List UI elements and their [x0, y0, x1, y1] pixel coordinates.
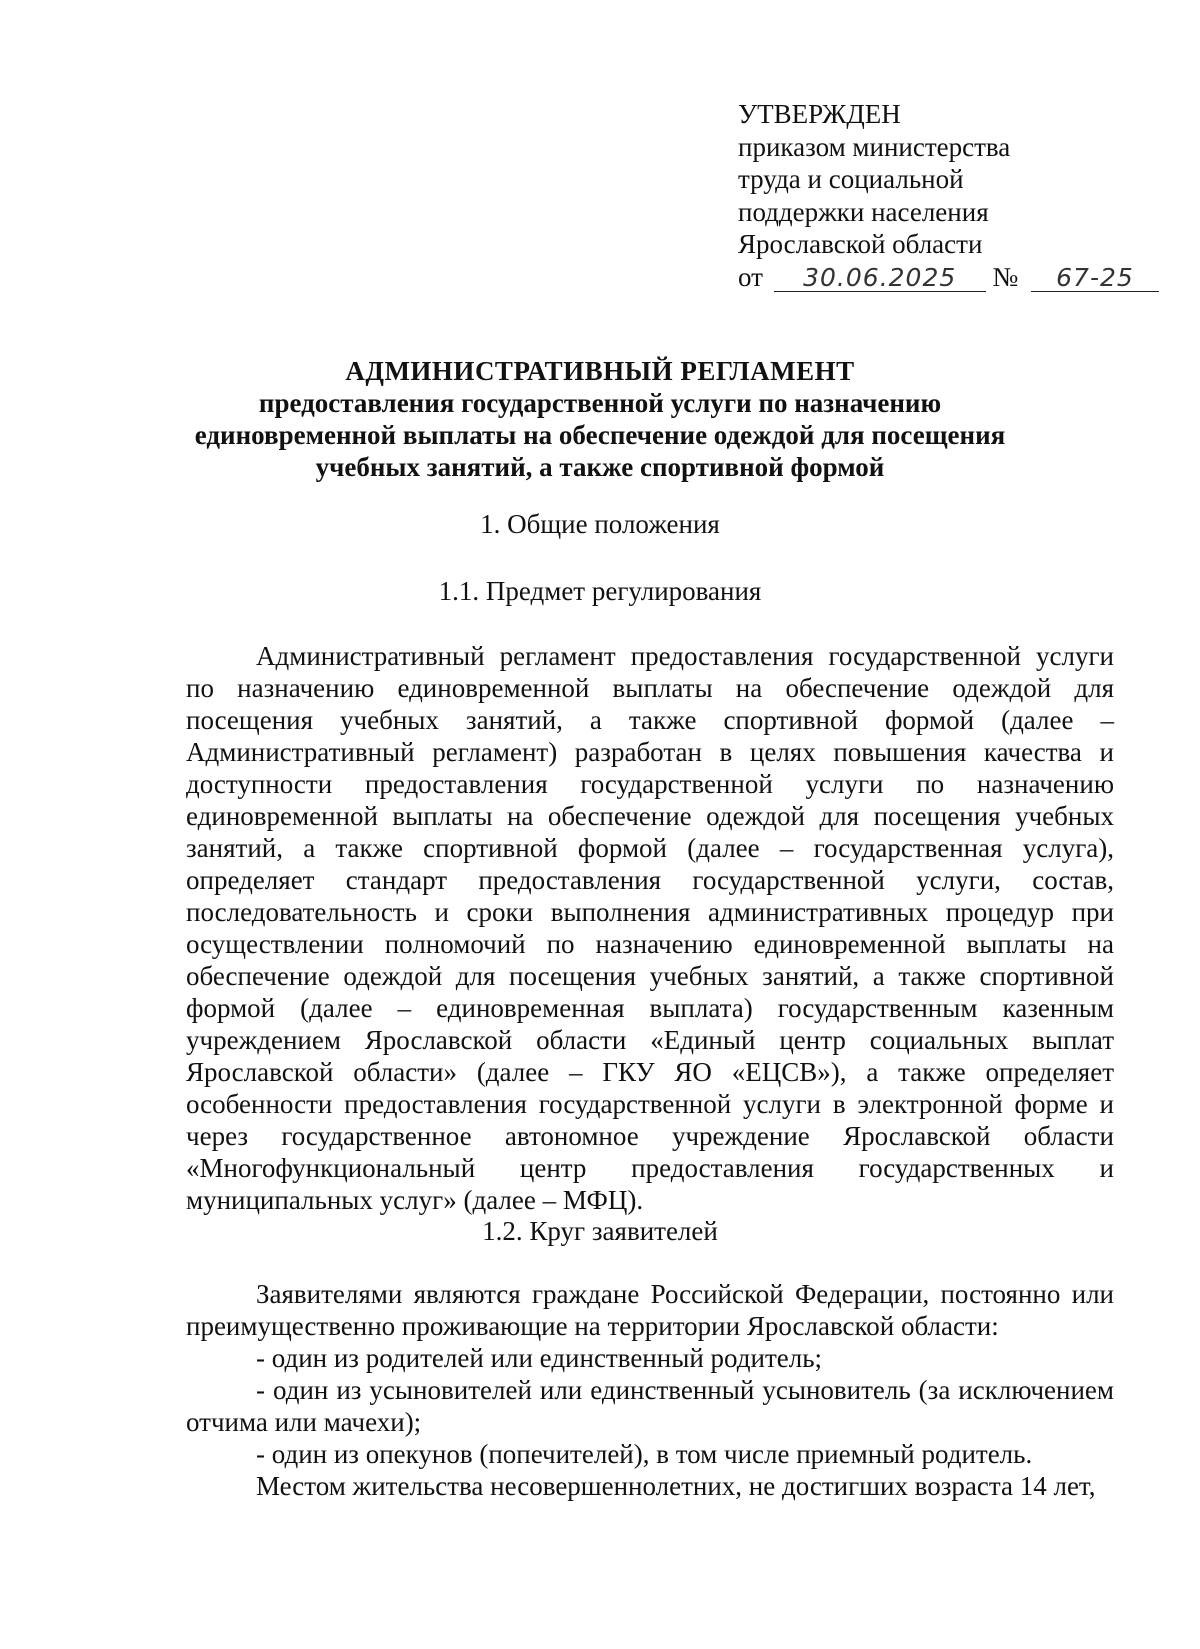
number-prefix: №: [992, 261, 1019, 292]
list-item: - один из родителей или единственный родитель;: [256, 1343, 823, 1373]
approval-line-4: Ярославской области: [738, 229, 983, 259]
section-heading-applicants: 1.2. Круг заявителей: [482, 1216, 718, 1246]
section-heading-general: 1. Общие положения: [480, 509, 720, 539]
paragraph-text: Заявителями являются граждане Российской Федерации, постоянно или преимущественно проживающие на территории Ярославской области:: [186, 1279, 1114, 1341]
handwritten-number: 67-25: [1031, 265, 1159, 292]
paragraph-text: Местом жительства несовершеннолетних, не достигших возраста 14 лет,: [256, 1471, 1096, 1501]
title-sub-1: предоставления государственной услуги по назначению: [258, 388, 942, 418]
approval-line-2: труда и социальной: [738, 164, 964, 194]
approval-line-3: поддержки населения: [738, 196, 989, 227]
handwritten-date: 30.06.2025: [774, 265, 986, 292]
paragraph-applicants: [186, 1278, 1114, 1502]
list-item: - один из усыновителей или единственный усыновитель (за исключением отчима или мачехи);: [186, 1375, 1114, 1437]
paragraph-subject: [186, 640, 1114, 1216]
approval-line-1: приказом министерства: [738, 131, 1011, 162]
section-heading-subject: 1.1. Предмет регулирования: [438, 576, 762, 606]
title-main: АДМИНИСТРАТИВНЫЙ РЕГЛАМЕНТ: [345, 356, 855, 386]
approval-title: УТВЕРЖДЕН: [738, 99, 901, 129]
title-sub-3: учебных занятий, а также спортивной формой: [315, 452, 885, 482]
title-sub-2: единовременной выплаты на обеспечение одеждой для посещения: [194, 420, 1006, 450]
approval-date-line: [738, 261, 1159, 294]
document-title: [150, 355, 1050, 483]
list-item: - один из опекунов (попечителей), в том числе приемный родитель.: [256, 1439, 1033, 1469]
paragraph-text: Административный регламент предоставления государственной услуги по назначению единовременной выплаты на обеспечение одеждой для посещения учебных занятий, а также спортивной формой (далее – Административный регламент) разработан в целях повышения качества и доступности предоставления государственной услуги по назначению единовременной выплаты на обеспечение одеждой для посещения учебных занятий, а также спортивной формой (далее – государственная услуга), определяет стандарт предоставления государственной услуги, состав, последовательность и сроки выполнения административных процедур при осуществлении полномочий по назначению единовременной выплаты на обеспечение одеждой для посещения учебных занятий, а также спортивной формой (далее – единовременная выплата) государственным казенным учреждением Ярославской области «Единый центр социальных выплат Ярославской области» (далее – ГКУ ЯО «ЕЦСВ»), а также определяет особенности предоставления государственной услуги в электронной форме и через государственное автономное учреждение Ярославской области «Многофункциональный центр предоставления государственных и муниципальных услуг» (далее – МФЦ).: [186, 641, 1114, 1215]
approval-stamp: [738, 98, 1159, 293]
date-prefix: от: [738, 261, 763, 292]
